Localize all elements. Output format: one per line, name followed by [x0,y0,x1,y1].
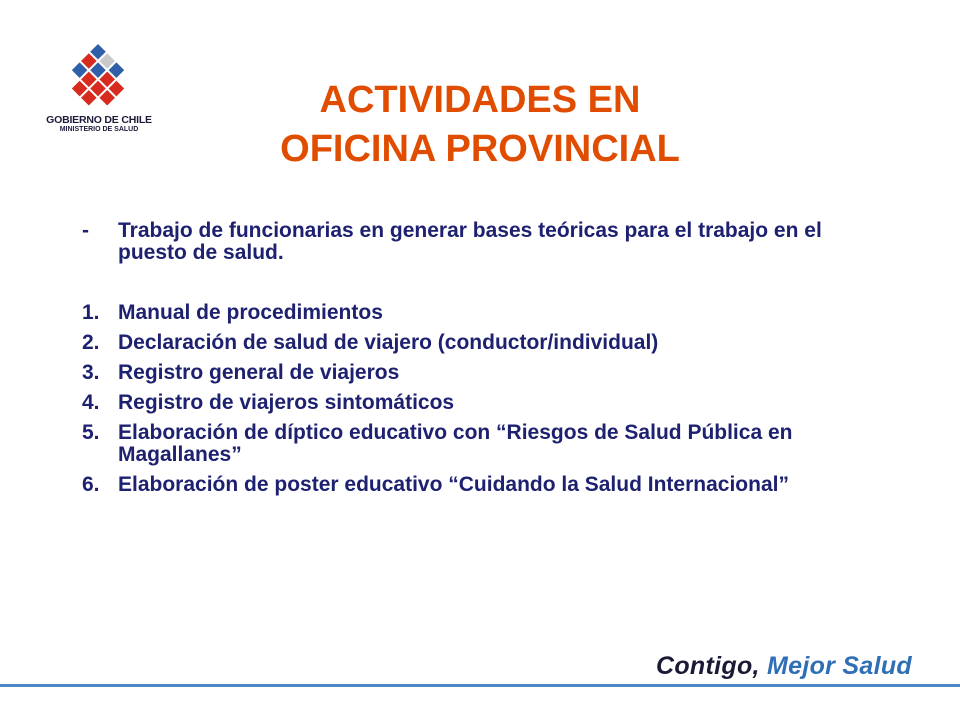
list-number: 2. [82,331,100,354]
list-item-text: Manual de procedimientos [118,301,383,324]
slide-title-line-2: OFICINA PROVINCIAL [280,128,680,170]
footer-divider [0,684,960,687]
list-item [82,362,882,384]
slide-content [82,220,882,504]
list-item [82,474,882,496]
slogan-part-1: Contigo, [656,652,760,680]
list-item-text: Registro general de viajeros [118,361,400,384]
list-item-text: Elaboración de poster educativo “Cuidando la Salud Internacional” [118,473,789,496]
list-item [82,422,882,466]
list-item-text: Elaboración de díptico educativo con “Riesgos de Salud Pública en Magallanes” [118,421,793,466]
list-number: 6. [82,473,100,496]
footer-slogan [656,652,912,681]
list-item [82,332,882,354]
logo-subtitle: MINISTERIO DE SALUD [59,126,139,133]
list-item-text: Declaración de salud de viajero (conductor/individual) [118,331,659,354]
intro-bullet [82,220,882,264]
list-item [82,302,882,324]
logo-title: GOBIERNO DE CHILE [46,114,152,126]
intro-text: Trabajo de funcionarias en generar bases teóricas para el trabajo en el puesto de salud. [118,219,822,264]
list-number: 3. [82,361,100,384]
list-item-text: Registro de viajeros sintomáticos [118,391,455,414]
slide-title-line-1: ACTIVIDADES EN [319,79,641,121]
list-item [82,392,882,414]
list-number: 5. [82,421,100,444]
list-number: 4. [82,391,100,414]
list-number: 1. [82,301,100,324]
slide-title [0,76,960,174]
bullet-marker: - [82,219,89,242]
slogan-part-2: Mejor Salud [759,652,912,680]
